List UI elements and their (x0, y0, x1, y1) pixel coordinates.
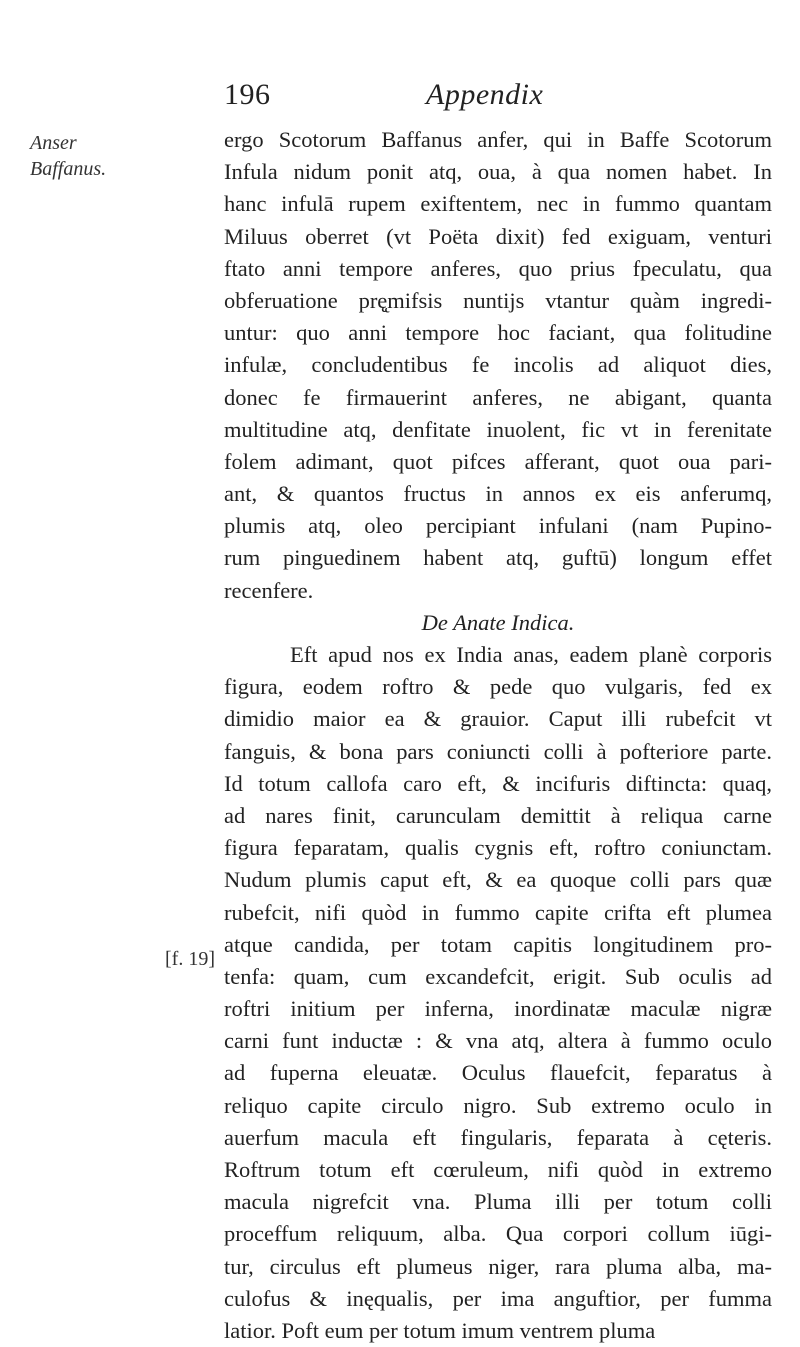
text-line: atque candida, per totam capitis longitudinem pro- (224, 931, 772, 957)
text-line: dimidio maior ea & grauior. Caput illi rubefcit vt (224, 706, 772, 732)
text-line: obferuatione prę̨mifsis nuntijs vtantur quàm ingredi- (224, 287, 772, 313)
text-line: roftri initium per inferna, inordinatæ maculæ nigræ (224, 996, 772, 1022)
text-line: untur: quo anni tempore hoc faciant, qua folitudine (224, 320, 772, 346)
text-line: Nudum plumis caput eft, & ea quoque colli pars quæ (224, 867, 772, 893)
text-line: hanc infulā rupem exiftentem, nec in fummo quantam (224, 191, 772, 217)
text-line: reliquo capite circulo nigro. Sub extremo oculo in (224, 1092, 772, 1118)
text-line: ad nares finit, carunculam demittit à reliqua carne (224, 802, 772, 828)
text-line: latior. Poft eum per totum imum ventrem pluma (224, 1317, 656, 1343)
text-line: ant, & quantos fructus in annos ex eis anferumq, (224, 481, 772, 507)
margin-note-line: Anser (30, 132, 77, 154)
text-line: Roftrum totum eft cœruleum, nifi quòd in extremo (224, 1157, 772, 1182)
page-header (0, 78, 800, 118)
text-line: rubefcit, nifi quòd in fummo capite crifta eft plumea (224, 899, 772, 925)
text-line: tenfa: quam, cum excandefcit, erigit. Sub oculis ad (224, 963, 772, 989)
text-line: carni funt inductæ : & vna atq, altera à fummo oculo (224, 1028, 772, 1054)
text-line: ftato anni tempore anferes, quo prius fpeculatu, qua (224, 255, 772, 281)
folio-mark: [f. 19] (165, 948, 215, 970)
text-line: donec fe firmauerint anferes, ne abigant, quanta (224, 384, 772, 410)
text-line: infulæ, concludentibus fe incolis ad aliquot dies, (224, 352, 772, 378)
body-text (224, 124, 772, 1347)
paragraph-2 (224, 639, 772, 1347)
text-line: proceffum reliquum, alba. Qua corpori collum iūgi- (224, 1221, 772, 1247)
text-line: ad fuperna eleuatæ. Oculus flauefcit, feparatus à (224, 1060, 772, 1086)
text-line: auerfum macula eft fingularis, feparata à cęteris. (224, 1124, 772, 1150)
text-line: recenfere. (224, 577, 314, 603)
margin-note (30, 130, 106, 182)
text-line: rum pinguedinem habent atq, guftū) longum effet (224, 545, 772, 571)
text-line: fanguis, & bona pars coniuncti colli à pofteriore parte. (224, 738, 772, 764)
page-number: 196 (224, 78, 271, 111)
text-line: Eft apud nos ex India anas, eadem planè corporis (290, 642, 772, 667)
text-line: figura, eodem roftro & pede quo vulgaris, fed ex (224, 674, 772, 700)
text-line: Miluus oberret (vt Poëta dixit) fed exiguam, venturi (224, 223, 772, 249)
text-line: multitudine atq, denfitate inuolent, fic vt in ferenitate (224, 416, 772, 442)
paragraph-1 (224, 124, 772, 607)
running-head: Appendix (426, 78, 544, 111)
text-line: folem adimant, quot pifces afferant, quot oua pari- (224, 448, 772, 474)
margin-note-line: Baffanus. (30, 158, 107, 180)
section-heading: De Anate Indica. (421, 609, 575, 635)
text-line: figura feparatam, qualis cygnis eft, roftro coniunctam. (224, 835, 772, 861)
text-line: tur, circulus eft plumeus niger, rara pluma alba, ma- (224, 1253, 772, 1279)
text-line: ergo Scotorum Baffanus anfer, qui in Baffe Scotorum (224, 127, 772, 152)
text-line: macula nigrefcit vna. Pluma illi per totum colli (224, 1189, 772, 1215)
text-line: Infula nidum ponit atq, oua, à qua nomen habet. In (224, 159, 772, 185)
text-line: Id totum callofa caro eft, & incifuris diftincta: quaq, (224, 770, 772, 796)
text-line: culofus & inęqualis, per ima anguftior, per fumma (224, 1285, 772, 1311)
text-line: plumis atq, oleo percipiant infulani (nam Pupino- (224, 513, 772, 539)
